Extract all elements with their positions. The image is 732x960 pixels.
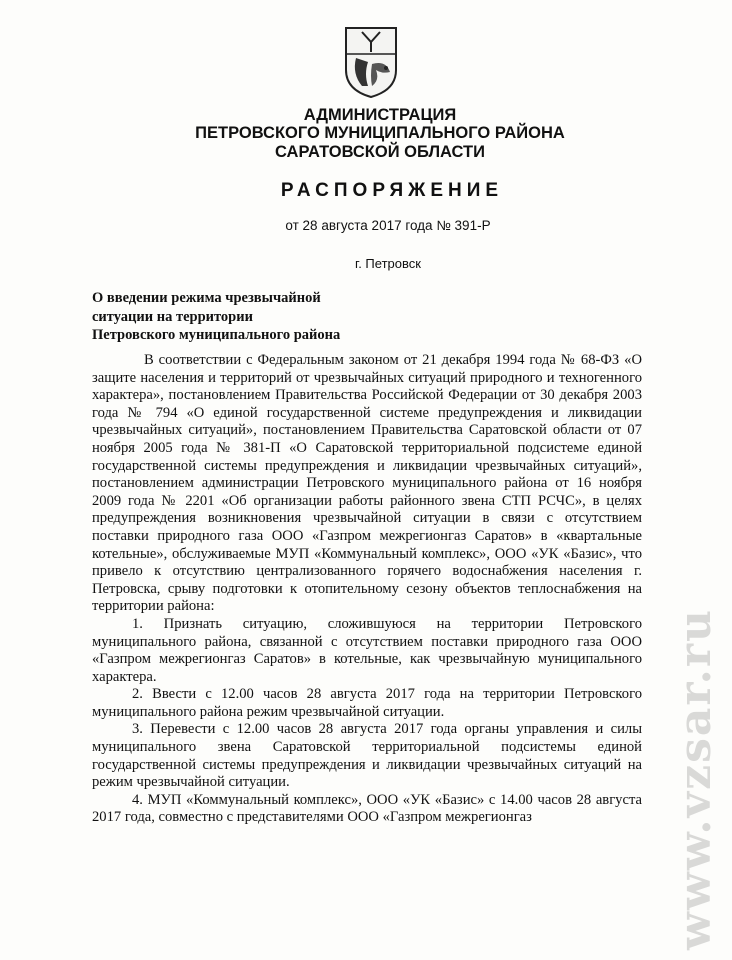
watermark <box>618 520 721 960</box>
document-date-number: от 28 августа 2017 года № 391-Р <box>285 218 491 233</box>
document-body <box>92 352 642 827</box>
header-line-1: АДМИНИСТРАЦИЯ <box>303 106 457 124</box>
document-type-title: РАСПОРЯЖЕНИЕ <box>280 180 504 201</box>
preamble-paragraph: В соответствии с Федеральным законом от 21 декабря 1994 года № 68-ФЗ «О защите населения и территорий от чрезвычайных ситуаций природного и техногенного характера», постановлением Правительства Российской Федерации от 30 декабря 2003 года № 794 «О единой государственной системе предупреждения и ликвидации чрезвычайных ситуаций», постановлением Правительства Саратовской области от 07 ноября 2005 года № 381-П «О Саратовской территориальной подсистеме единой государственной системы предупреждения и ликвидации чрезвычайных ситуаций», постановлением администрации Петровского муниципального района от 16 ноября 2009 года № 2201 «Об организации работы районного звена СТП РСЧС», в целях предупреждения возникновения чрезвычайной ситуации в связи с отсутствием поставки природного газа ООО «Газпром межрегионгаз Саратов» в «квартальные котельные», обслуживаемые МУП «Коммунальный комплекс», ООО «УК «Базис», что привело к отсутствию централизованного горячего водоснабжения населения г. Петровска, срыву подготовки к отопительному сезону объектов теплоснабжения на территории района: <box>92 352 642 615</box>
header-line-3: САРАТОВСКОЙ ОБЛАСТИ <box>275 143 485 161</box>
subject-line-3: Петровского муниципального района <box>92 327 341 343</box>
watermark-text: www.vzsar.ru <box>670 608 721 950</box>
subject-line-1: О введении режима чрезвычайной <box>92 290 321 306</box>
document-city: г. Петровск <box>355 256 421 271</box>
item-3-paragraph: 3. Перевести с 12.00 часов 28 августа 2017 года органы управления и силы муниципального звена Саратовской территориальной подсистемы единой государственной системы предупреждения и ликвидации чрезвычайных ситуаций на режим чрезвычайной ситуации. <box>92 721 642 791</box>
document-subject <box>92 289 340 345</box>
item-4-paragraph: 4. МУП «Коммунальный комплекс», ООО «УК «Базис» с 14.00 часов 28 августа 2017 года, совместно с представителями ООО «Газпром межрегионгаз <box>92 791 642 826</box>
subject-line-2: ситуации на территории <box>92 308 253 325</box>
item-2-paragraph: 2. Ввести с 12.00 часов 28 августа 2017 года на территории Петровского муниципального района режим чрезвычайной ситуации. <box>92 686 642 720</box>
header-line-2: ПЕТРОВСКОГО МУНИЦИПАЛЬНОГО РАЙОНА <box>195 124 565 142</box>
item-1-paragraph: 1. Признать ситуацию, сложившуюся на территории Петровского муниципального района, связанной с отсутствием поставки природного газа ООО «Газпром межрегионгаз Саратов» в котельные, как чрезвычайную муниципального характера. <box>92 615 642 685</box>
coat-of-arms-icon <box>342 24 400 100</box>
